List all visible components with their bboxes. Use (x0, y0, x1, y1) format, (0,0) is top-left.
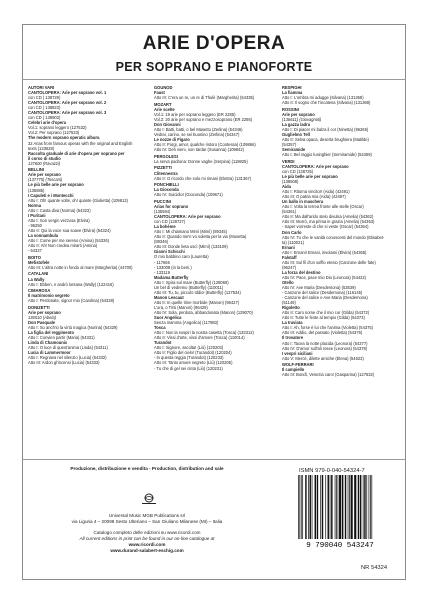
composer-heading: DONIZETTI (28, 304, 50, 310)
company-address: via Liguria 4 – 20098 Sesto Ulteriano – San Giuliano Milanese (MI) – Italia (71, 519, 223, 524)
work-title: La sonnambula (28, 232, 59, 238)
catalog-entry: Atto III: Morrò, ma prima in grazia (Amelia) (54363) (282, 219, 375, 225)
composer-heading: RESPIGHI (282, 85, 302, 90)
catalog-entry: Atto III: Tu, tu, piccolo Iddio! (Butterfly) (127534) (154, 289, 241, 295)
work-title: Madama Butterfly (154, 274, 189, 280)
work-title: CANTOLOPERA: Arie per soprano (154, 214, 221, 220)
composer-heading: PONCHIELLI (154, 182, 179, 188)
work-title: Arie per soprano (282, 111, 315, 117)
work-title: Clitennestra (154, 170, 178, 176)
catalog-entry: - Canzone del salice e Ave Maria (Desdemona) (282, 295, 368, 301)
work-title: Suor Angelica (154, 315, 182, 321)
catalog-entry: Atto I: Casta diva (Norma) (54323) (28, 207, 91, 213)
catalog-entry: con CD ( 138729) (28, 95, 61, 101)
ismn-code: ISMN 979-0-040-54324-7 (299, 468, 365, 474)
catalog-entry: Atto IV: Pace, pace mio Dio (Leonora) (54422) (282, 274, 367, 280)
catalog-entry: Atto I: Spira sul mare (Butterfly) (128069) (154, 279, 229, 285)
catalog-entry: con CD ( 138903) (28, 115, 61, 121)
composer-heading: BELLINI (28, 167, 44, 173)
work-title: La Wally (28, 276, 45, 282)
work-title: La bohème (154, 224, 176, 230)
catalog-note-it: Catalogo completo delle edizioni su www.ricordi.com (93, 530, 201, 535)
catalog-entry: Vol.1: 19 arie per soprano leggero (ER 2285) (154, 111, 236, 117)
catalog-entry: (135594) (154, 209, 171, 215)
catalog-entry: Vedrai, carino, se sei buonino (Zerlina) (54347) (154, 132, 240, 138)
work-title: Gianni Schicchi (154, 249, 185, 255)
work-title: Don Pasquale (28, 320, 56, 326)
work-title: I Capuleti e i Montecchi (28, 192, 74, 198)
catalog-entry: - Tu che di gel sei cinta (Liù) (120231) (154, 365, 223, 371)
top-divider (22, 79, 406, 80)
catalog-entry: Atto II: Tutte le feste al tempio (Gilda) (54373) (282, 315, 365, 321)
composer-heading: AUTORI VARI (28, 85, 55, 90)
work-title: Don Carlo (282, 229, 302, 235)
work-title: I vespri siciliani (282, 350, 313, 356)
catalog-entry: Senza mamma (Angelica) (117983) (154, 320, 219, 326)
catalog-entry: ta) (110021) (282, 239, 304, 245)
catalog-entry: (54361) (282, 209, 297, 215)
catalog-entry: Atto IV: Sola, perduta, abbandonata (Manon) (129070) (154, 309, 253, 315)
work-title: Le più belle arie per soprano (282, 173, 338, 179)
catalog-entry: Atto III: Addio, del passato (Violetta) (54376) (282, 330, 363, 336)
catalog-entry: Atto I: L'ombra mi adugge (Silvana) (131368) (282, 95, 364, 101)
work-title: Ernani (282, 244, 295, 250)
catalog-entry: Atto I: Tacea la notte placida (Leonora) (54377) (282, 340, 368, 346)
work-title: La traviata (282, 320, 303, 326)
catalog-entry: Atto II: Caro nome che il mio cor (Gilda) (54372) (282, 310, 370, 316)
catalog-entry: - 54327 (28, 248, 42, 254)
publisher-footer (22, 461, 406, 580)
catalog-entry: - In questa reggia (Turandot) (120233) (154, 355, 224, 361)
composer-heading: GOUNOD (154, 85, 173, 90)
catalog-entry: Atto I: Bel raggio lusinghier (Semiramide) (54359) (282, 152, 372, 158)
work-title: Mefistofele (28, 259, 50, 265)
catalog-entry: 136510 (Abela) (28, 315, 56, 321)
work-title: La forza del destino (282, 269, 321, 275)
work-title: Le nozze di Figaro (154, 137, 190, 143)
catalog-entry: - 96250 (28, 222, 42, 228)
catalog-entry: La serva padrona: Donne vaghe (Serpina) (119825) (154, 158, 248, 164)
work-title: il corso di studio (28, 155, 61, 161)
work-title: CANTOLOPERA: Arie per soprano vol. 3 (28, 110, 107, 116)
work-title: CANTOLOPERA: Arie per soprano (282, 163, 349, 169)
work-title: La figlia del reggimento (28, 330, 74, 336)
work-title: I Puritani (28, 212, 46, 218)
catalog-entry: con CD (138725) (282, 168, 314, 174)
work-title: Celebri arie d'opera (28, 120, 67, 126)
work-title: Arie per soprano (28, 172, 61, 178)
catalog-entry: Atto I: Ebben, n andrò lontana (Wally) (122416) (28, 281, 114, 287)
catalog-entry: Atto III: Donde lieta uscì (Mimì) (133109) (154, 244, 228, 250)
catalog-entry: Atto II: Quando me'n vo soletta per la via (Musetta) (154, 234, 247, 240)
work-title: Rigoletto (282, 305, 300, 311)
work-title: Semiramide (282, 147, 306, 153)
company-name: Universal Music MGB Publications srl (108, 513, 186, 518)
composer-heading: BOITO (28, 254, 41, 260)
work-title: Aida (282, 184, 291, 190)
composer-heading: CIMAROSA (28, 288, 51, 294)
composer-heading: WOLF-FERRARI (282, 362, 314, 368)
catalog-entry: Vol.2: Per soprano (127533) (28, 130, 80, 136)
work-title: Un ballo in maschera (282, 199, 324, 205)
catalog-entry: Atto II: Ma dall'arido stelo divulsa (Amelia) (54362) (282, 214, 374, 220)
catalog-entry: Atto I: Ah, forse è lui che l'anima (Violetta) (54375) (282, 325, 374, 331)
catalog-entry: Atto III: Ardon gl'incensi (Lucia) (54333) (28, 360, 100, 366)
composer-heading: PIZZETTI (154, 165, 172, 171)
catalog-note-en: All current editions in print can be found in our on-line catalogue at (79, 536, 215, 541)
catalog-entry: Atto I: Non la sospiri la nostra casetta (Tosca) (133312) (154, 330, 254, 336)
work-title: CANTOLOPERA: Arie per soprano vol. 1 (28, 90, 107, 96)
catalog-entry: Un bel dì vedremo (Butterfly) (110011) (154, 284, 224, 290)
catalog-entry: Atto IV: Ave Maria (Desdemona) (53539) (282, 285, 356, 291)
catalog-entry: Atto I: Perdonate, signor mio (Carolina) (54328) (28, 298, 115, 304)
catalog-entry: (54357) (282, 142, 297, 148)
work-title: Manon Lescaut (154, 294, 184, 300)
rights-line: Produzione, distribuzione e vendita - Production, distribution and sale (70, 466, 224, 471)
work-title: Arie per soprano (28, 309, 61, 315)
catalog-entry: Atto I: Batti, batti, o bel Masetto (Zerlina) (54346) (154, 126, 243, 132)
composer-heading: PERGOLESI (154, 153, 178, 159)
work-title: Le più belle arie per soprano (28, 182, 84, 188)
work-title: CANTOLOPERA: Arie per soprano vol. 2 (28, 100, 107, 106)
catalog-number: NR 54324 (361, 565, 388, 571)
work-title: Arie scelte (154, 106, 175, 112)
catalog-column-2 (154, 85, 274, 371)
catalog-entry: Atto II: Selva opaca, deserta brughiera (Matilde) (282, 137, 369, 143)
durand-link[interactable]: www.durand-salabert-eschig.com (110, 548, 184, 553)
catalog-entry: Atto III: C'era un re, un re di Thulè (Margherita) (54335) (154, 95, 255, 101)
catalog-entry: Vol.1: soprano leggero (127532) (28, 125, 87, 131)
catalog-entry: Atto III: Tanto amore segreto (Liù) (120205) (154, 360, 233, 366)
catalog-entry: texts (133628) (28, 145, 55, 151)
catalog-entry: Atto III: L'altra notte in fondo al mare (Margherita) (44700) (28, 264, 133, 270)
composer-heading: VERDI (282, 158, 295, 164)
catalog-entry: Atto IV: Suicidio! (Gioconda) (109671) (154, 192, 223, 198)
catalog-entry: Atto I: Volta la terrea fronte alle stelle (Oscar) (282, 204, 364, 210)
work-title: La Gioconda (154, 187, 179, 193)
catalog-entry: - Saper vorreste di che si veste (Oscar) (54364) (282, 224, 369, 230)
catalog-entry: Atto IV: D'amor sull'ali rosee (Leonora) (54378) (282, 345, 368, 351)
catalog-entry: Atto I: Mi chiamano Mimì (Mimì) (89345) (154, 229, 228, 235)
catalog-entry: Atto II: Porgi, amor, qualche ristoro (Contessa) (109866) (154, 142, 256, 148)
catalog-entry: Atto I: Oh! quante volte, oh! quante (Giulietta) (109813) (28, 197, 128, 203)
work-title: Arias for soprano (154, 204, 189, 209)
work-title: Il trovatore (282, 335, 304, 341)
work-title: Norma (28, 202, 41, 208)
work-title: The modern soprano operatic album. (28, 135, 101, 141)
work-title: Il campiello (282, 367, 305, 373)
catalog-entry: 32 Arias from famous operas with the original and English (28, 140, 133, 146)
catalog-entry: (96247) (282, 264, 297, 270)
catalog-entry: con CD (138727) (154, 219, 186, 225)
barcode (290, 475, 390, 549)
catalog-entry: 137600 (Ravazzi) (28, 160, 61, 166)
catalog-column-1 (28, 85, 148, 366)
catalog-entry: Atto II: Ah! Non credea mirarti (Amina) (28, 243, 98, 249)
catalog-entry: (136885) (28, 187, 45, 193)
catalog-entry: Atto II: Vissi d'arte, vissi d'amore (Tosca) (110014) (154, 335, 245, 341)
catalog-entry: Atto III: O patria mia (Aida) (42497) (282, 194, 346, 200)
catalog-entry: Atto I: Come per me sereno (Amina) (54326) (28, 238, 109, 243)
work-title: Guglielmo Tell (282, 132, 310, 138)
catalog-entry: Atto II: Figlio del cielo! (Turandot) (120204) (154, 350, 232, 356)
catalog-entry: (137775) (Toscani) (28, 177, 63, 183)
work-title: Turandot (154, 340, 172, 346)
catalog-entry: (136611) (Giovagnoli) (282, 116, 322, 122)
catalog-entry: Atto III: Sul fil d'un soffio etesio (Canzone delle fate) (282, 259, 376, 265)
ricordi-link[interactable]: www.ricordi.com (128, 542, 166, 547)
catalog-entry: Atto I: Ritorna vincitor! (Aida) (42491) (282, 189, 350, 195)
catalog-entry: Atto I: Ernani! Ernani, involami (Elvira) (54365) (282, 249, 367, 255)
page-subtitle: PER SOPRANO E PIANOFORTE (115, 60, 313, 74)
work-title: La fiamma (282, 90, 303, 96)
catalog-entry: Atto IV: Deh vieni, non tardar (Susanna) (109842) (154, 147, 244, 153)
catalog-entry: - 133119 (154, 269, 170, 275)
work-title: Raccolta graduale di arie d'opera per soprano per (28, 150, 125, 156)
composer-heading: MOZART (154, 101, 172, 107)
catalog-entry: Atto IV: Tu che le vanità conoscesti del mondo (Elisabet- (282, 234, 385, 240)
work-title: La gazza ladra (282, 121, 310, 127)
catalog-entry: Atto V: Mercè, dilette amiche (Elena) (54623) (282, 355, 364, 361)
work-title: Il matrimonio segreto (28, 293, 70, 299)
catalog-entry: - 133008 (in la bem.) (154, 264, 192, 270)
catalog-entry: Atto III: Bondì, Venezia caro! (Gasparina) (127632) (282, 372, 375, 378)
catalog-entry: Atto I: Son vergin vezzosa (Elvira) (28, 217, 90, 223)
page-title: ARIE D'OPERA (142, 33, 286, 54)
barcode-digits: 9 790040 543247 (306, 542, 374, 549)
catalog-entry: Atto II: Qui la voce sua soave (Elvira) (54324) (28, 227, 111, 233)
work-title: Lucia di Lammermoor (28, 350, 71, 356)
catalog-entry: con CD ( 138823) (28, 105, 61, 111)
catalog-entry: L'ora, o Tirsi (Manon) (96429) (154, 304, 208, 310)
catalog-entry: - 117666 (154, 259, 170, 265)
catalog-entry: Atto I: O luce di quest'anima (Linda) (54311) (28, 345, 108, 351)
catalog-entry: O mio babbino caro (Lauretta) (154, 254, 209, 260)
catalog-entry: - Canzone del salice (Desdemona) (116145) (282, 290, 363, 296)
catalog-entry: Atto II: Il sogno che t'incatena (Silvana) (131369) (282, 100, 371, 106)
work-title: Otello (282, 279, 294, 285)
catalog-entry: Atto I: Signore, ascolta! (Liù) (120203) (154, 345, 224, 351)
work-title: Tosca (154, 325, 166, 331)
catalog-entry: (51149) (282, 300, 296, 306)
universal-music-logo (140, 493, 158, 506)
catalog-entry: (89346) (154, 239, 169, 245)
catalog-entry: Atto I: Di piacer mi balza il cor (Ninetta) (96265) (282, 126, 369, 132)
composer-heading: CATALANI (28, 271, 49, 277)
catalog-column-3 (282, 85, 402, 377)
catalog-entry: Atto I: Regnava nel silenzio (Lucia) (54332) (28, 355, 107, 361)
catalog-entry: Atto I: Convien partir (Maria) (54331) (28, 335, 95, 341)
composer-heading: ROSSINI (282, 106, 299, 112)
work-title: Falstaff (282, 254, 297, 260)
footer-divider (22, 459, 406, 460)
catalog-entry: (138508) (282, 179, 299, 185)
work-title: Linda di Chamounix (28, 340, 68, 346)
catalog-entry: Atto II: In quelle trine morbide (Manon) (96427) (154, 299, 240, 305)
composer-heading: PUCCINI (154, 198, 171, 204)
catalog-entry: Atto I: So anch'io la virtù magica (Norina) (54329) (28, 325, 118, 331)
catalog-entry: Atto II: O ricordo che solo mi rimani (Elettra) (131367) (154, 175, 252, 181)
catalog-entry: Vol.2: 20 arie per soprano e mezzosoprano (ER 2286) (154, 116, 253, 122)
work-title: Faust (154, 90, 165, 96)
work-title: Don Giovanni (154, 121, 181, 127)
